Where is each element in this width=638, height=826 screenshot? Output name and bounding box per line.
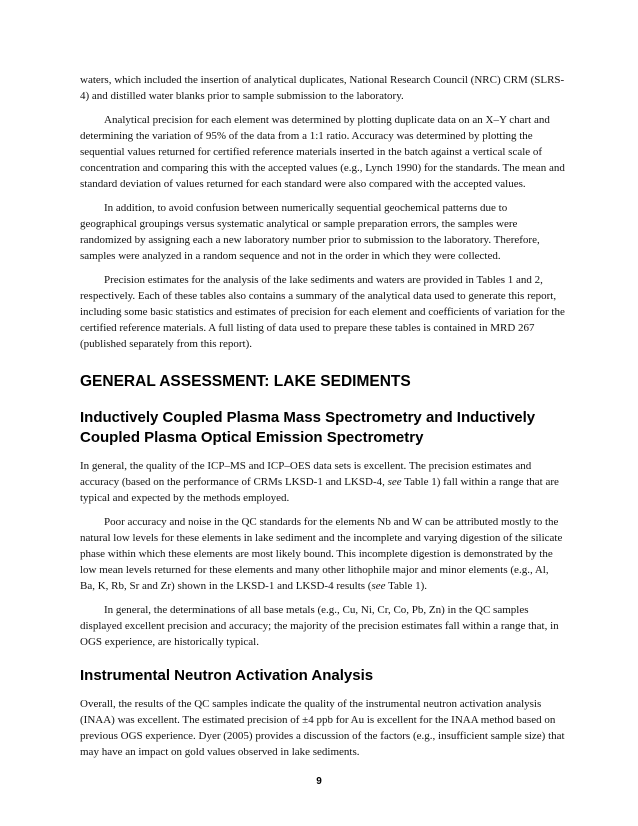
subsection-heading-icp: Inductively Coupled Plasma Mass Spectrometry and Inductively Coupled Plasma Optical Emission Spectrometry — [80, 409, 536, 446]
intro-paragraph-1: waters, which included the insertion of analytical duplicates, National Research Council (NRC) CRM (SLRS-4) and distilled water blanks prior to sample submission to the laboratory. — [80, 74, 565, 102]
icp-p1-text-a: In general, the quality of the ICP–MS and ICP–OES data sets is excellent. The precision estimates and accuracy (based on the performance of CRMs LKSD-1 and LKSD-4, — [80, 460, 532, 488]
icp-p2-text-b: Table 1). — [385, 580, 428, 592]
icp-paragraph-1 — [80, 458, 566, 506]
icp-p1-see: see — [387, 476, 402, 488]
intro-paragraph-4: Precision estimates for the analysis of the lake sediments and waters are provided in Tables 1 and 2, respectively. Each of these tables also contains a summary of the analytical data used to generate this report, including some basic statistics and estimates of precision for each element and coefficients of variation for the certified reference materials. A full listing of data used to prepare these tables is contained in MRD 267 (published separately from this report). — [80, 274, 565, 350]
subsection-heading-inaa: Instrumental Neutron Activation Analysis — [80, 667, 374, 684]
icp-p2-text-a: Poor accuracy and noise in the QC standards for the elements Nb and W can be attributed mostly to the natural low levels for these elements in lake sediment and the incomplete and varying digestion of the silicate phase within which these elements are most likely bound. This incomplete digestion is demonstrated by the low mean levels returned for these elements and many other lithophile major and minor elements (e.g., Al, Ba, K, Rb, Sr and Zr) shown in the LKSD-1 and LKSD-4 results ( — [80, 516, 563, 592]
intro-paragraph-3: In addition, to avoid confusion between numerically sequential geochemical patterns due to geographical groupings versus systematic analytical or sample preparation errors, the samples were randomized by assigning each a new laboratory number prior to submission to the laboratory. Therefore, samples were analyzed in a random sequence and not in the order in which they were collected. — [80, 202, 540, 262]
page-number: 9 — [316, 776, 322, 787]
icp-paragraph-3: In general, the determinations of all base metals (e.g., Cu, Ni, Cr, Co, Pb, Zn) in the QC samples displayed excellent precision and accuracy; the majority of the precision estimates fall within a range that, in OGS experience, are historically typical. — [80, 604, 559, 648]
icp-p2-see: see — [371, 580, 386, 592]
intro-paragraph-2: Analytical precision for each element was determined by plotting duplicate data on an X–Y chart and determining the variation of 95% of the data from a 1:1 ratio. Accuracy was determined by plotting the sequential values returned for certified reference materials inserted in the batch against a vertical scale of concentration and comparing this with the accepted values (e.g., Lynch 1990) for the standards. The mean and standard deviation of values returned for each standard were also compared with the accepted values. — [80, 114, 565, 190]
icp-p1-text-b: Table 1) fall within a range that are typical and expected by the methods employed. — [80, 476, 559, 504]
section-heading-lake-sediments: GENERAL ASSESSMENT: LAKE SEDIMENTS — [80, 373, 411, 390]
inaa-paragraph-1: Overall, the results of the QC samples indicate the quality of the instrumental neutron activation analysis (INAA) was excellent. The estimated precision of ±4 ppb for Au is excellent for the INAA method based on previous OGS experience. Dyer (2005) provides a discussion of the factors (e.g., insufficient sample size) that may have an impact on gold values observed in lake sediments. — [80, 698, 565, 758]
icp-paragraph-2 — [80, 514, 566, 594]
